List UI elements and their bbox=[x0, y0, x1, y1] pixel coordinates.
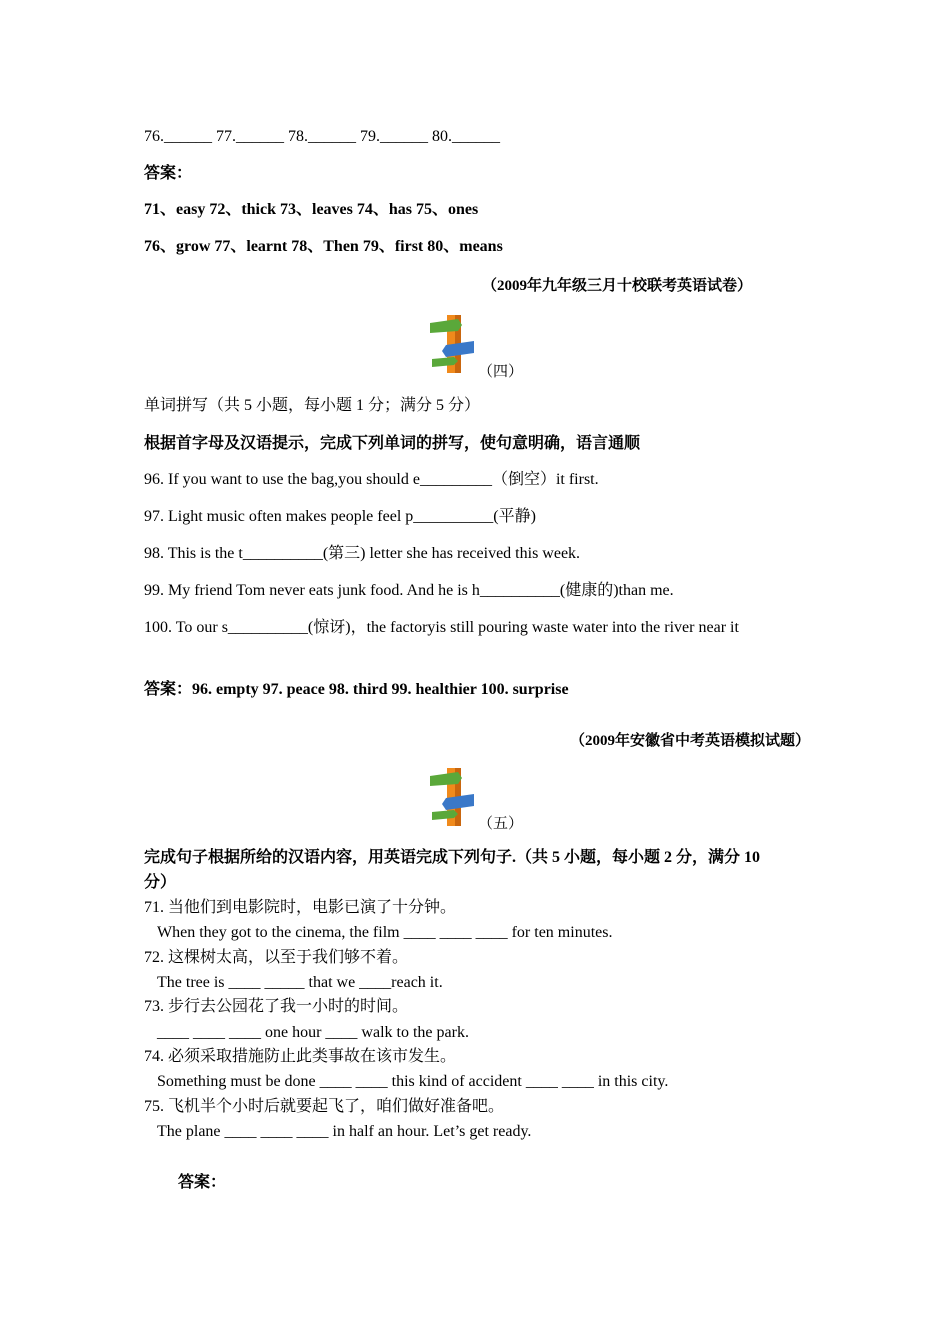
question-73-chinese: 73. 步行去公园花了我一小时的时间。 bbox=[144, 998, 409, 1015]
question-98: 98. This is the t__________(第三) letter she has received this week. bbox=[144, 545, 581, 562]
question-75-chinese: 75. 飞机半个小时后就要起飞了，咱们做好准备吧。 bbox=[144, 1098, 505, 1115]
question-96: 96. If you want to use the bag,you should e_________（倒空）it first. bbox=[144, 471, 599, 488]
section-4-answers: 答案：96. empty 97. peace 98. third 99. healthier 100. surprise bbox=[144, 681, 569, 698]
question-72-chinese: 72. 这棵树太高，以至于我们够不着。 bbox=[144, 949, 409, 966]
signpost-icon bbox=[428, 766, 478, 828]
question-71-english: When they got to the cinema, the film ____ ____ ____ for ten minutes. bbox=[157, 924, 613, 941]
answers-row-1: 71、easy 72、thick 73、leaves 74、has 75、ones bbox=[144, 201, 479, 218]
question-73-english: ____ ____ ____ one hour ____ walk to the park. bbox=[157, 1024, 469, 1041]
question-75-english: The plane ____ ____ ____ in half an hour. Let’s get ready. bbox=[157, 1123, 532, 1140]
question-74-chinese: 74. 必须采取措施防止此类事故在该市发生。 bbox=[144, 1048, 457, 1065]
section-4-instruction: 根据首字母及汉语提示，完成下列单词的拼写，使句意明确，语言通顺 bbox=[144, 435, 641, 452]
question-74-english: Something must be done ____ ____ this kind of accident ____ ____ in this city. bbox=[157, 1073, 669, 1090]
blanks-line: 76.______ 77.______ 78.______ 79.______ 80.______ bbox=[144, 128, 500, 145]
source-citation-1: （2009年九年级三月十校联考英语试卷） bbox=[482, 278, 753, 294]
section-4-number: （四） bbox=[478, 364, 524, 380]
answers-label: 答案： bbox=[144, 165, 193, 182]
question-97: 97. Light music often makes people feel p__________(平静) bbox=[144, 508, 536, 525]
answers-row-2: 76、grow 77、learnt 78、Then 79、first 80、means bbox=[144, 238, 503, 255]
section-5-title-line-2: 分） bbox=[144, 874, 177, 891]
question-71-chinese: 71. 当他们到电影院时，电影已演了十分钟。 bbox=[144, 899, 457, 916]
question-100: 100. To our s__________(惊讶)，the factoryis still pouring waste water into the river near it bbox=[144, 619, 739, 636]
section-5-title-line-1: 完成句子根据所给的汉语内容，用英语完成下列句子.（共 5 小题，每小题 2 分，满分 10 bbox=[144, 849, 761, 866]
section-5-answers-label: 答案： bbox=[178, 1174, 227, 1191]
question-72-english: The tree is ____ _____ that we ____reach it. bbox=[157, 974, 443, 991]
section-4-title: 单词拼写（共 5 小题，每小题 1 分；满分 5 分） bbox=[144, 397, 481, 414]
question-99: 99. My friend Tom never eats junk food. And he is h__________(健康的)than me. bbox=[144, 582, 674, 599]
signpost-icon bbox=[428, 313, 478, 375]
source-citation-2: （2009年安徽省中考英语模拟试题） bbox=[570, 733, 811, 749]
section-5-number: （五） bbox=[478, 816, 524, 832]
